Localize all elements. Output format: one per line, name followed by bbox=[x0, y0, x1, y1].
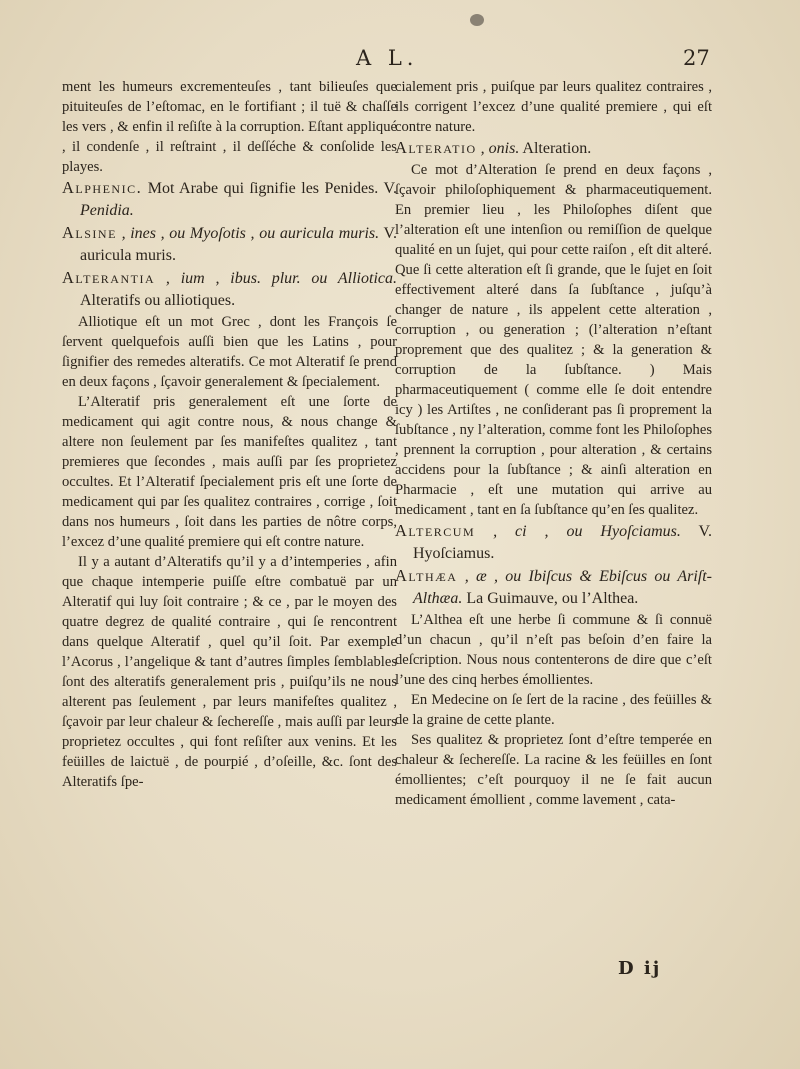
paragraph: L’Alteratif pris generalement eſt une ſorte de medicament qui agit contre nous, & nous change & altere non ſeulement par ſes manifeſtes qualitez , tant premieres que ſecondes , mais auſſi par ſes proprietez occultes. Et l’Alteratif ſpecialement pris eſt une ſorte de medicament qui par ſes qualitez contraires , corrige , ſoit dans nos humeurs , ſoit dans les parties de nôtre corps, l’excez d’une qualité premiere qui eſt contre nature. bbox=[62, 394, 397, 550]
paragraph: ment les humeurs excrementeuſes , tant bilieuſes que pituiteuſes de l’eſtomac, en le fortifiant ; il tuë & chaſſe les vers , & enfin il reſiſte à la corruption. Eſtant appliqué , il condenſe , il reſtraint , il deſſéche & conſolide les playes. bbox=[62, 79, 397, 175]
left-column bbox=[62, 77, 397, 792]
paragraph: En Medecine on ſe ſert de la racine , des feüilles & de la graine de cette plante. bbox=[395, 692, 712, 728]
dictionary-entry-altercum bbox=[395, 520, 712, 565]
inflections: , ci , ou Hyoſciamus. bbox=[475, 523, 681, 540]
dictionary-entry-althaea bbox=[395, 565, 712, 610]
dictionary-entry-alphenic bbox=[62, 177, 397, 222]
headword: Alterantia bbox=[62, 268, 156, 287]
paragraph: Il y a autant d’Alteratifs qu’il y a d’intemperies , afin que chaque intemperie puiſſe eſtre combatuë par un Alteratif qui luy ſoit contraire ; & ce , par le moyen des quatre degrez de qualité contraire , qui ſe rencontrent dans quelque Alteratif , quel qu’il ſoit. Par exemple l’Acorus , l’angelique & tant d’autres ſimples ſemblables ſont des alteratifs generalement pris , puiſqu’ils ne nous alterent pas ſeulement , par leurs manifeſtes qualitez , ſçavoir par leur chaleur & ſechereſſe , mais auſſi par leurs proprietez occultes , qui font reſiſter aux venins. Et les feüilles de laictuë , de pourpié , d’oſeille, &c. ſont des Alteratifs ſpe- bbox=[62, 554, 397, 790]
paragraph: Ses qualitez & proprietez ſont d’eſtre temperée en chaleur & ſechereſſe. La racine & les feüilles en ſont émollientes; c’eſt pourquoy il ne ſe fait aucun medicament émollient , comme lavement , cata- bbox=[395, 732, 712, 808]
inflections: , onis. bbox=[476, 140, 520, 157]
headword: Alteratio bbox=[395, 138, 477, 157]
dictionary-entry-alterantia bbox=[62, 267, 397, 312]
headword: Althæa bbox=[395, 566, 458, 585]
headword: Alphenic. bbox=[62, 178, 143, 197]
definition: Alteratifs ou alliotiques. bbox=[80, 292, 236, 309]
definition: Mot Arabe qui ſignifie les Penides. V. bbox=[147, 180, 397, 197]
cross-reference: V. Hyoſciamus. bbox=[413, 523, 713, 562]
inflections: , æ , ou Ibiſcus & Ebiſcus ou Ariſt-Althæa. bbox=[413, 568, 712, 607]
paragraph: Ce mot d’Alteration ſe prend en deux façons , ſçavoir philoſophiquement & pharmaceutiquement. En premier lieu , les Philoſophes diſent que l’alteration eſt une intenſion ou remiſſion de quelque qualité en un ſujet, qui pour cette raiſon , eſt dit alteré. Que ſi cette alteration eſt ſi grande, que le ſujet en ſoit effectivement alteré dans ſa ſubſtance , juſqu’à changer de nature , ils appelent cette alteration , corruption , ou generation ; (l’alteration n’eſtant proprement que des qualitez ; & la generation & corruption de la ſubſtance. ) Mais pharmaceutiquement ( comme elle ſe doit entendre icy ) les Artiſtes , ne conſiderant pas ſi proprement la ſubſtance , ny l’alteration, comme font les Philoſophes , prennent la corruption , pour alteration , & certains accidens pour la ſubſtance ; & ainſi alteration en Pharmacie , eſt une mutation qui arrive au medicament , tant en ſa ſubſtance qu’en ſes qualitez. bbox=[395, 162, 712, 518]
paragraph: Alliotique eſt un mot Grec , dont les François ſe ſervent quelquefois auſſi bien que les Latins , pour ſignifier des remedes alteratifs. Ce mot Alteratif ſe prend en deux façons , ſçavoir generalement & ſpecialement. bbox=[62, 314, 397, 390]
ink-smudge bbox=[470, 14, 484, 26]
dictionary-entry-alsine bbox=[62, 222, 397, 267]
headword: Alsine bbox=[62, 223, 117, 242]
paragraph: cialement pris , puiſque par leurs qualitez contraires , ils corrigent l’excez d’une qualité premiere , qui eſt contre nature. bbox=[395, 79, 712, 135]
cross-reference: Penidia. bbox=[80, 202, 134, 219]
cross-reference: V. auricula muris. bbox=[80, 225, 398, 264]
dictionary-entry-alteratio bbox=[395, 137, 712, 160]
definition: La Guimauve, ou l’Althea. bbox=[462, 590, 639, 607]
running-head: A L. bbox=[356, 46, 419, 70]
definition: Alteration. bbox=[519, 140, 592, 157]
page-header bbox=[0, 46, 800, 74]
right-column bbox=[395, 77, 712, 810]
paragraph: L’Althea eſt une herbe ſi commune & ſi connuë d’un chacun , qu’il n’eſt pas beſoin d’en faire la deſcription. Nous nous contenterons de dire que c’eſt l’une des cinq herbes émollientes. bbox=[395, 612, 712, 688]
page-number: 27 bbox=[683, 46, 710, 70]
inflections: , ines , ou Myoſotis , ou auricula muris. bbox=[116, 225, 380, 242]
signature-mark: D ij bbox=[618, 958, 662, 979]
headword: Altercum bbox=[395, 521, 476, 540]
inflections: , ium , ibus. plur. ou Alliotica. bbox=[155, 270, 397, 287]
